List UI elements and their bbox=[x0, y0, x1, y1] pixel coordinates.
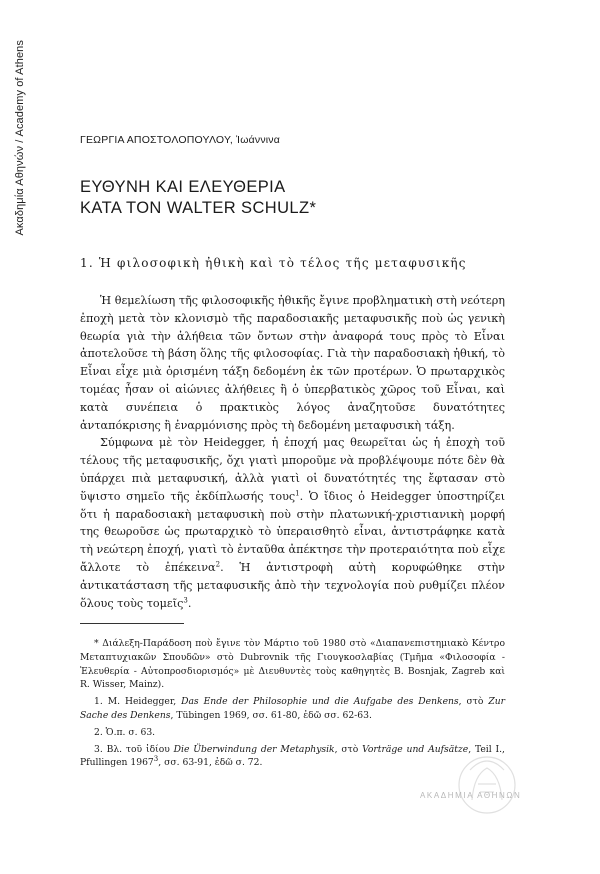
footnote-1-in: , στὸ bbox=[458, 696, 489, 708]
footnote-1-pages: , Tübingen 1969, σσ. 61-80, ἐδῶ σσ. 62-63. bbox=[170, 709, 372, 721]
footnote-3-author: 3. Βλ. τοῦ ἰδίου bbox=[94, 743, 174, 755]
footnote-ref-3[interactable]: 3 bbox=[183, 595, 188, 604]
footnote-3-pages: , σσ. 63-91, ἐδῶ σ. 72. bbox=[158, 757, 263, 769]
author-line: ΓΕΩΡΓΙΑ ΑΠΟΣΤΟΛΟΠΟΥΛΟΥ, Ἰωάννινα bbox=[80, 134, 281, 146]
archive-watermark: Ακαδημία Αθηνών / Academy of Athens bbox=[14, 40, 26, 236]
footnote-3-in: , στὸ bbox=[334, 743, 363, 755]
footnote-3-work-title: Die Überwindung der Metaphysik bbox=[173, 743, 335, 755]
paragraph-2-part-c: . Ἡ ἀντιστροφὴ αὐτὴ κορυφώθηκε στὴν ἀντικατάσταση τῆς μεταφυσικῆς ἀπὸ τὴν τεχνολογία ποὺ ρυθμίζει πλέον ὅλους τοὺς τομεῖς bbox=[80, 560, 505, 610]
footnote-star: * Διάλεξη-Παράδοση ποὺ ἔγινε τὸν Μάρτιο τοῦ 1980 στὸ «Διαπανεπιστημιακὸ Κέντρο Μεταπτυχιακῶν Σπουδῶν» στὸ Dubrovnik τῆς Γιουγκοσλαβίας (Τμῆμα «Φιλοσοφία - Ἐλευθερία - Αὐτοπροσδιορισμός» μὲ Διευθυντὲς τοὺς καθηγητὲς B. Bosnjak, Zagreb καὶ R. Wisser, Mainz). bbox=[80, 638, 505, 691]
footnote-3-publisher: , Teil I., Pfullingen 1967 bbox=[80, 743, 505, 769]
paragraph-2-part-a: Σύμφωνα μὲ τὸν Heidegger, ἡ ἐποχή μας θεωρεῖται ὡς ἡ ἐποχὴ τοῦ τέλους τῆς μεταφυσικῆς, ὄχι γιατὶ μποροῦμε νὰ προβλέψουμε πότε δὲν θὰ ὑπάρχει πιὰ μεταφυσική, ἀλλὰ γιατὶ οἱ δυνατότητές της ἔφτασαν στὸ ὕψιστο σημεῖο τῆς ἐκδίπλωσής τους bbox=[80, 436, 505, 503]
paragraph-2: Σύμφωνα μὲ τὸν Heidegger, ἡ ἐποχή μας θεωρεῖται ὡς ἡ ἐποχὴ τοῦ τέλους τῆς μεταφυσικῆς, ὄχι γιατὶ μποροῦμε νὰ προβλέψουμε πότε δὲν θὰ ὑπάρχει πιὰ μεταφυσική, ἀλλὰ γιατὶ οἱ δυνατότητές της ἔφτασαν στὸ ὕψιστο σημεῖο τῆς ἐκδίπλωσής τους$^1$. Ὁ ἴδιος ὁ Heidegger ὑποστηρίζει ὅτι ἡ παραδοσιακὴ μεταφυσικὴ ποὺ στὴν πλατωνική-χριστιανικὴ μορφή της θεωροῦσε ὡς πρωταρχικὸ τὸ ὑπεραισθητὸ εἶναι, ἀντιστράφηκε κατὰ τὴ νεώτερη ἐποχή, γιατὶ τὸ ἐνταῦθα ἀπέκτησε τὴν προτεραιότητα ποὺ εἶχε ἄλλοτε τὸ ἐπέκεινα$^2$. Ἡ ἀντιστροφὴ αὐτὴ κορυφώθηκε στὴν ἀντικατάσταση τῆς μεταφυσικῆς ἀπὸ τὴν τεχνολογία ποὺ ρυθμίζει πλέον ὅλους τοὺς τομεῖς$^3$. bbox=[80, 436, 505, 610]
title-line-2: ΚΑΤΑ ΤΟΝ WALTER SCHULZ* bbox=[80, 199, 317, 217]
footnote-1 bbox=[80, 695, 505, 723]
footnote-3-volume-title: Vorträge und Aufsätze bbox=[362, 743, 469, 755]
footnote-2: 2. Ὁ.π. σ. 63. bbox=[94, 726, 156, 738]
paragraph-1: Ἡ θεμελίωση τῆς φιλοσοφικῆς ἠθικῆς ἔγινε προβληματικὴ στὴ νεότερη ἐποχὴ μετὰ τὸν κλονισμὸ τῆς παραδοσιακῆς μεταφυσικῆς ποὺ ὡς γενικὴ θεωρία γιὰ τὴν ἀλήθεια τῶν ὄντων στὴν ἀναφορά τους πρὸς τὸ Εἶναι ἀποτελοῦσε τὴ βάση ὅλης τῆς φιλοσοφίας. Γιὰ τὴν παραδοσιακὴ ἠθική, τὸ Εἶναι εἶχε μιὰ ὁρισμένη τάξη δεδομένη ἐκ τῶν προτέρων. Ὁ πρωταρχικὸς τομέας ἦσαν οἱ αἰώνιες ἀλήθειες ἢ ὁ ὑπερβατικὸς χῶρος τοῦ Εἶναι, καὶ κατὰ συνέπεια ὁ πρακτικὸς λόγος ἀναζητοῦσε δυνατότητες ἀνταπόκρισης ἢ ἐναρμόνισης πρὸς τὴ δεδομένη μεταφυσικὴ τάξη. bbox=[80, 294, 505, 432]
footnote-ref-1[interactable]: 1 bbox=[295, 489, 300, 498]
body-text bbox=[80, 292, 505, 612]
footnote-ref-2[interactable]: 2 bbox=[215, 560, 221, 569]
footnote-divider bbox=[80, 623, 184, 624]
logo-text: ΑΚΑΔΗΜΙΑ ΑΘΗΝΩΝ bbox=[420, 791, 522, 800]
footnote-1-author: 1. M. Heidegger, bbox=[94, 696, 182, 708]
footnote-1-work-title: Das Ende der Philosophie und die Aufgabe des Denkens bbox=[181, 696, 459, 708]
paragraph-2-part-b: . Ὁ ἴδιος ὁ Heidegger ὑποστηρίζει ὅτι ἡ παραδοσιακὴ μεταφυσικὴ ποὺ στὴν πλατωνική-χριστιανικὴ μορφή της θεωροῦσε ὡς πρωταρχικὸ τὸ ὑπεραισθητὸ εἶναι, ἀντιστράφηκε κατὰ τὴ νεώτερη ἐποχή, γιατὶ τὸ ἐνταῦθα ἀπέκτησε τὴν προτεραιότητα ποὺ εἶχε ἄλλοτε τὸ ἐπέκεινα bbox=[80, 489, 505, 574]
footnote-1-volume-title: Zur Sache des Denkens bbox=[80, 696, 506, 721]
academy-logo-watermark bbox=[412, 740, 562, 840]
footnote-3-edition-sup: 3 bbox=[153, 755, 159, 764]
title-line-1: ΕΥΘΥΝΗ ΚΑΙ ΕΛΕΥΘΕΡΙΑ bbox=[80, 178, 286, 196]
section-heading: 1. Ἡ φιλοσοφικὴ ἠθικὴ καὶ τὸ τέλος τῆς μεταφυσικῆς bbox=[80, 256, 467, 270]
article-title bbox=[80, 177, 316, 219]
